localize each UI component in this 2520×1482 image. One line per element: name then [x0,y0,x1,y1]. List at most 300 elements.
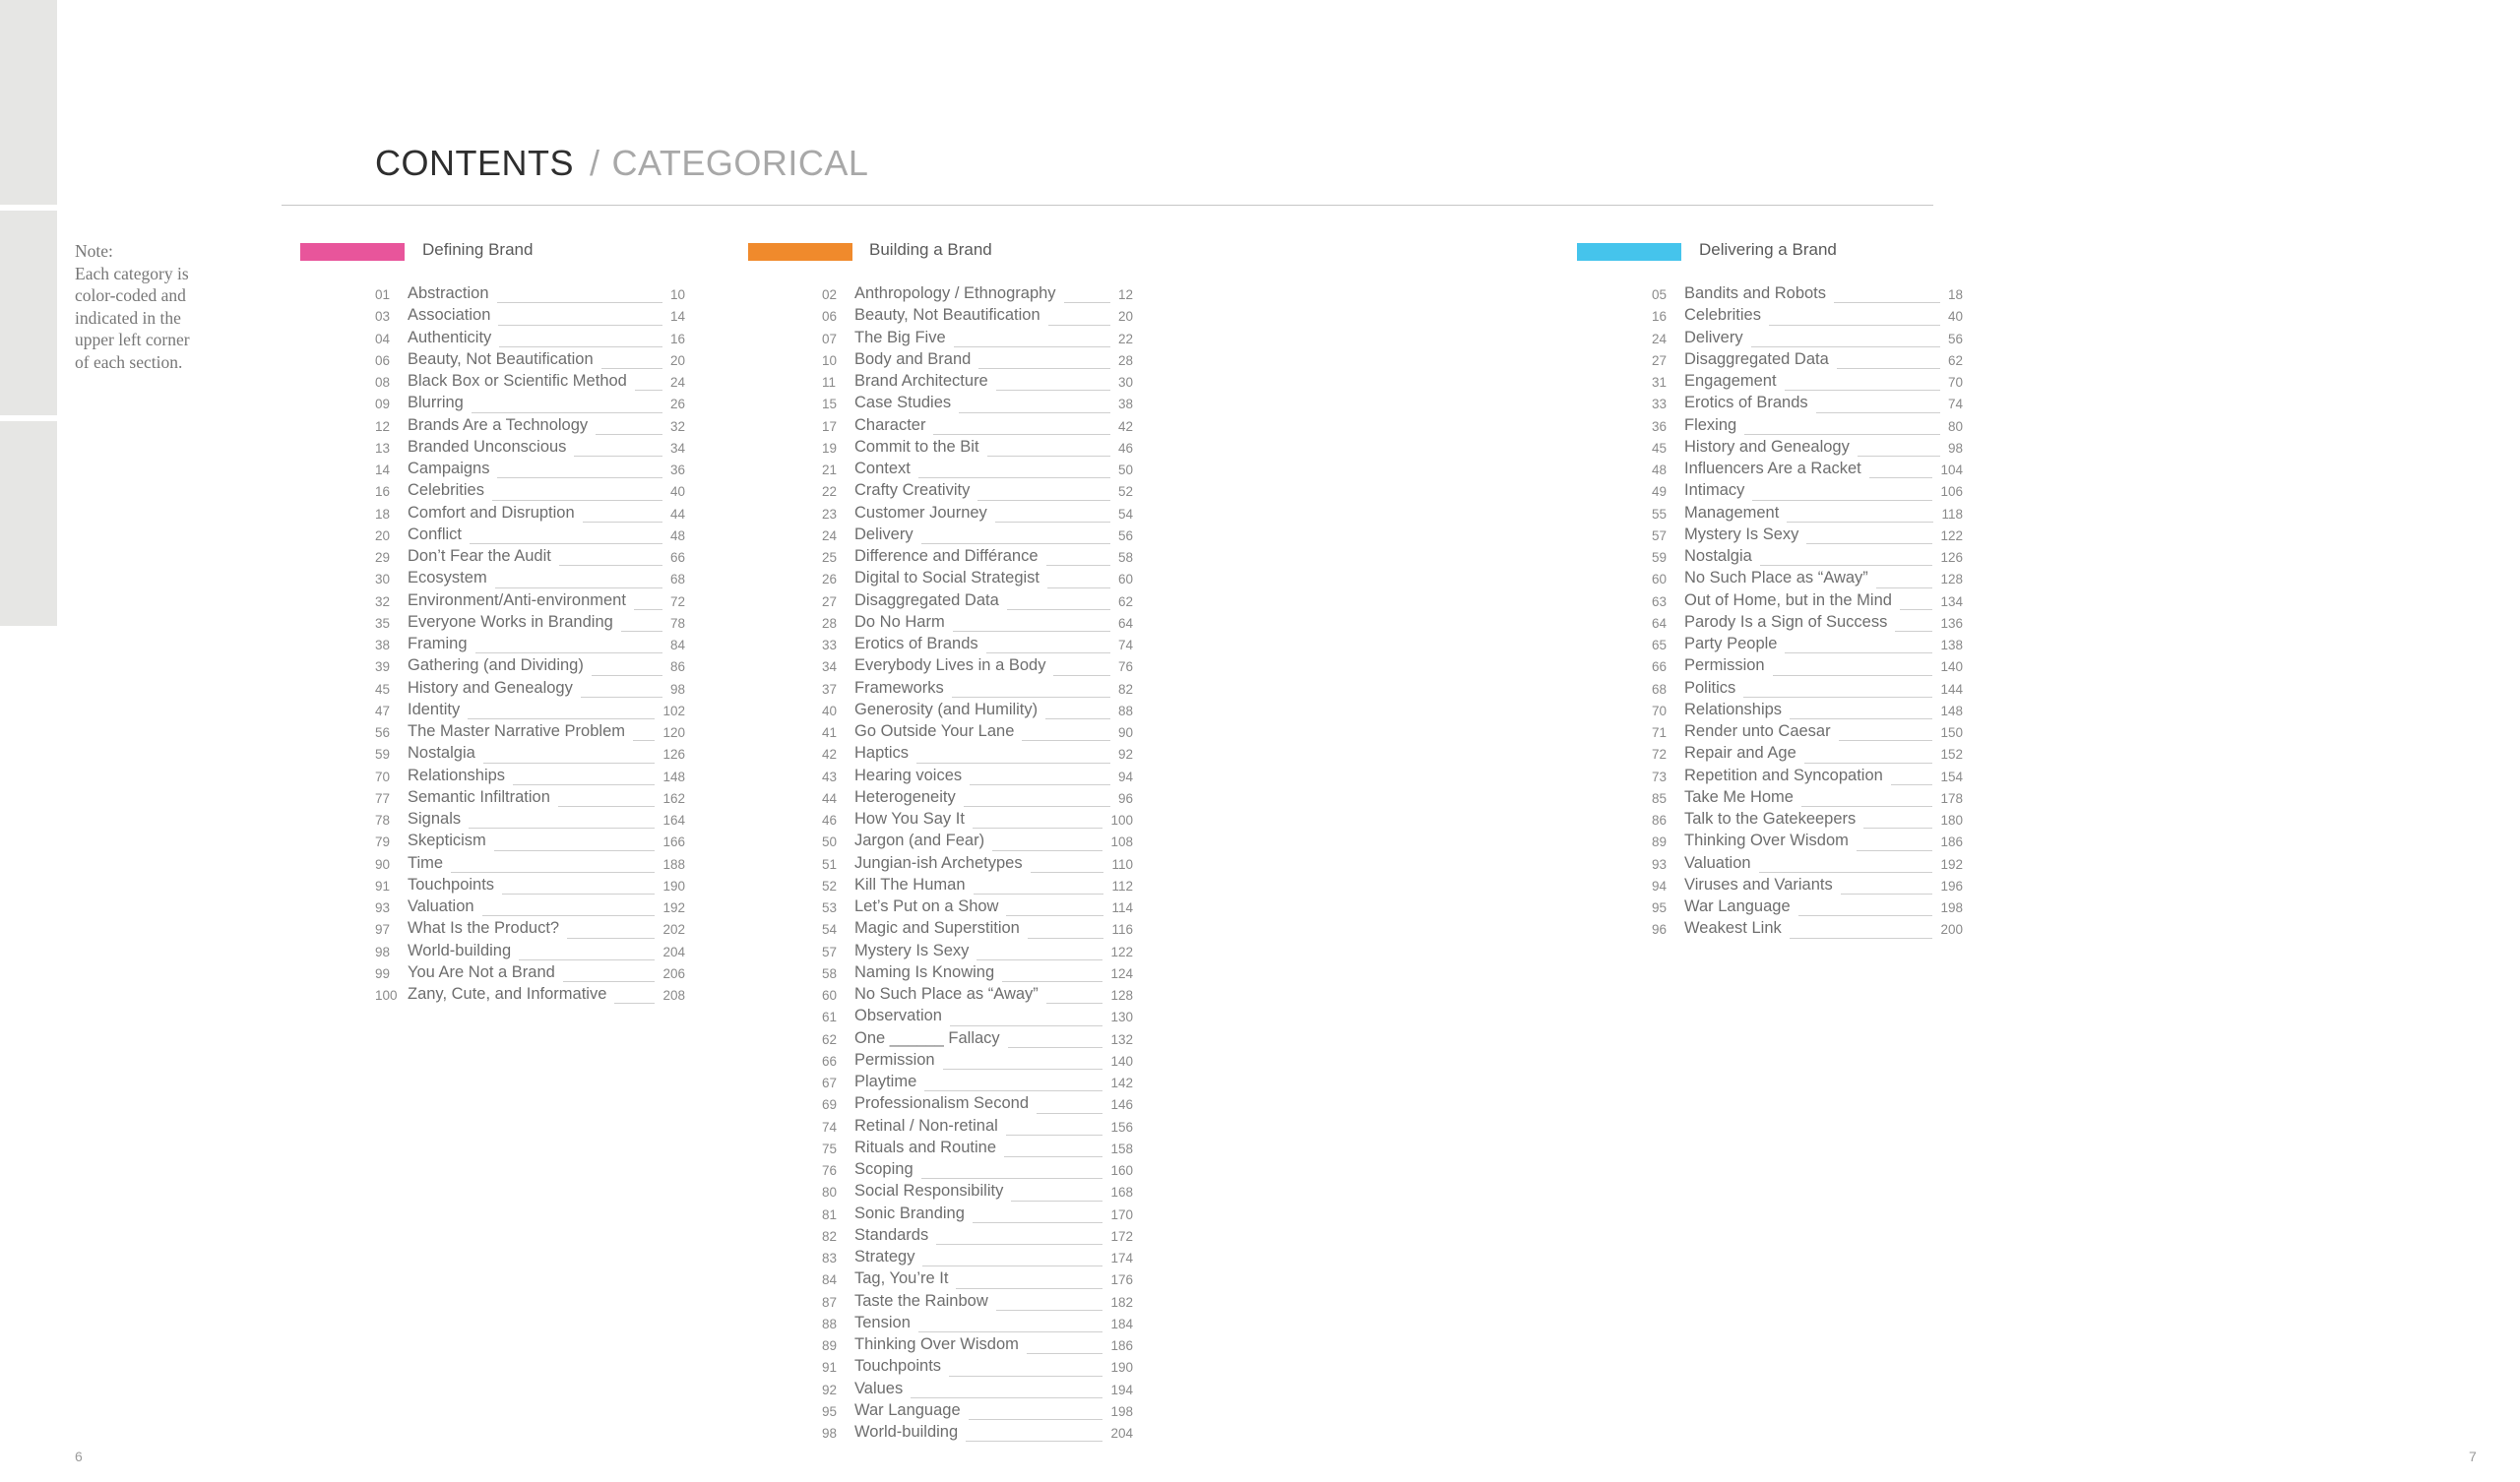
entry-leader-line [986,652,1110,653]
entry-leader-line [1751,346,1940,347]
entry-number: 54 [822,922,838,938]
entry-leader-line [1790,718,1932,719]
entry-title: You Are Not a Brand [408,962,555,981]
entry-page-number: 182 [1110,1294,1133,1310]
entry-leader-line [1790,938,1932,939]
toc-entry [375,701,685,722]
entry-number: 14 [375,463,391,477]
entry-title: Authenticity [408,328,492,346]
entry-leader-line [1759,872,1932,873]
entry-title: One ______ Fallacy [854,1028,1000,1047]
entry-page-number: 128 [1110,988,1133,1003]
entry-page-number: 24 [669,375,685,390]
entry-leader-line [966,1441,1102,1442]
toc-entry [822,767,1133,788]
entry-leader-line [943,1069,1102,1070]
toc-entry [822,613,1133,635]
entry-title: Go Outside Your Lane [854,722,1015,740]
entry-number: 80 [822,1185,838,1201]
note-line: upper left corner [75,330,190,349]
entry-page-number: 98 [669,681,685,697]
entry-leader-line [601,368,662,369]
entry-number: 29 [375,550,391,565]
entry-leader-line [950,1025,1102,1026]
entry-number: 20 [375,527,391,543]
entry-title: Generosity (and Humility) [854,700,1039,718]
entry-number: 67 [822,1076,838,1090]
toc-entry [822,525,1133,547]
toc-entry [822,1357,1133,1379]
entry-page-number: 206 [662,965,685,981]
entry-title: Standards [854,1225,929,1244]
toc-entry [822,1269,1133,1291]
entry-leader-line [970,784,1110,785]
toc-entry [822,1204,1133,1226]
entry-number: 38 [375,638,391,652]
toc-entry [1652,767,1963,788]
toc-entry [1652,306,1963,328]
entry-page-number: 114 [1111,900,1133,915]
toc-entry [375,481,685,503]
entry-number: 43 [822,769,838,784]
entry-page-number: 200 [1940,922,1963,938]
entry-title: Kill The Human [854,875,966,894]
entry-number: 99 [375,965,391,981]
entry-leader-line [1011,1201,1102,1202]
toc-entry [375,460,685,481]
toc-entry [822,350,1133,372]
note-line: indicated in the [75,307,181,328]
entry-page-number: 12 [1117,287,1133,302]
entry-title: Social Responsibility [854,1182,1004,1201]
entry-leader-line [964,806,1110,807]
entry-leader-line [1787,522,1933,523]
entry-number: 84 [822,1272,838,1288]
entry-number: 64 [1652,615,1668,631]
entry-leader-line [1037,1113,1102,1114]
entry-title: Crafty Creativity [854,481,971,500]
entry-leader-line [502,894,655,895]
entry-title: Heterogeneity [854,787,956,806]
entry-page-number: 90 [1117,725,1133,740]
entry-page-number: 194 [1110,1382,1133,1397]
entry-page-number: 116 [1111,922,1133,938]
entry-page-number: 18 [1947,287,1963,302]
entry-leader-line [499,346,662,347]
entry-leader-line [482,915,655,916]
entry-page-number: 196 [1940,878,1963,894]
toc-entry [1652,613,1963,635]
entry-number: 95 [822,1403,838,1419]
entry-leader-line [559,565,662,566]
entry-number: 39 [375,659,391,675]
entry-page-number: 98 [1947,440,1963,456]
toc-entry [1652,416,1963,438]
entry-leader-line [1857,850,1932,851]
entry-page-number: 146 [1110,1097,1133,1113]
toc-entry [1652,854,1963,876]
entry-page-number: 88 [1117,703,1133,718]
entry-leader-line [497,477,662,478]
page-number-right: 7 [2469,1449,2477,1464]
entry-number: 30 [375,572,391,587]
entry-page-number: 186 [1110,1338,1133,1353]
section-tab [0,0,57,205]
toc-entry [822,1094,1133,1116]
toc-entry [375,985,685,1007]
entry-number: 18 [375,506,391,522]
entry-title: What Is the Product? [408,919,560,938]
entry-leader-line [953,631,1110,632]
entry-page-number: 10 [669,287,685,302]
entry-page-number: 32 [669,418,685,434]
entry-number: 57 [822,944,838,959]
toc-entry [822,985,1133,1007]
toc-entry [1652,547,1963,569]
entry-leader-line [1028,938,1103,939]
entry-number: 93 [375,900,391,915]
toc-entry [822,306,1133,328]
entry-leader-line [1773,675,1932,676]
entry-page-number: 148 [1940,703,1963,718]
entry-leader-line [1027,1353,1102,1354]
entry-title: Weakest Link [1684,919,1782,938]
entry-title: World-building [408,941,512,959]
entry-leader-line [495,587,662,588]
entry-leader-line [976,959,1102,960]
page-title [375,143,868,184]
entry-leader-line [567,938,655,939]
toc-entry [822,1160,1133,1182]
entry-leader-line [936,1244,1102,1245]
entry-page-number: 166 [662,834,685,850]
entry-number: 86 [1652,813,1668,828]
toc-entry [1652,591,1963,613]
entry-leader-line [1743,697,1932,698]
entry-title: Parody Is a Sign of Success [1684,612,1888,631]
toc-entry [822,372,1133,394]
entry-page-number: 138 [1940,638,1963,652]
section-tab [0,211,57,415]
entry-leader-line [1804,763,1932,764]
entry-number: 19 [822,440,838,456]
entry-title: Branded Unconscious [408,437,567,456]
entry-title: Permission [854,1050,935,1069]
entry-title: Render unto Caesar [1684,722,1831,740]
category-color-swatch [748,243,852,261]
entry-page-number: 56 [1117,527,1133,543]
entry-number: 95 [1652,900,1668,915]
note-line: Note: [75,241,113,261]
entry-leader-line [1744,434,1940,435]
entry-title: Gathering (and Dividing) [408,656,584,675]
entry-leader-line [995,522,1110,523]
entry-title: Strategy [854,1248,915,1266]
category-label: Building a Brand [869,240,992,259]
entry-number: 16 [375,484,391,500]
entry-leader-line [492,500,662,501]
entry-page-number: 76 [1117,659,1133,675]
toc-entry [1652,788,1963,810]
entry-number: 97 [375,922,391,938]
entry-title: Scoping [854,1160,914,1178]
toc-entry [1652,481,1963,503]
entry-number: 41 [822,725,838,740]
entry-leader-line [1839,740,1932,741]
toc-entry [1652,350,1963,372]
entry-title: Time [408,853,444,872]
entry-title: Semantic Infiltration [408,787,550,806]
entry-page-number: 162 [662,790,685,806]
entry-title: Brands Are a Technology [408,415,589,434]
entry-title: Party People [1684,635,1778,652]
entry-leader-line [921,543,1110,544]
entry-title: Celebrities [1684,306,1761,325]
entry-number: 28 [822,615,838,631]
title-subtitle: CATEGORICAL [611,143,869,183]
entry-title: No Such Place as “Away” [854,985,1039,1003]
toc-entry [822,963,1133,985]
entry-number: 77 [375,790,391,806]
entry-page-number: 62 [1947,352,1963,368]
entry-title: Character [854,415,926,434]
toc-entry [822,1226,1133,1248]
entry-title: Erotics of Brands [854,635,978,652]
entry-number: 52 [822,878,838,894]
entry-title: Influencers Are a Racket [1684,460,1861,477]
entry-leader-line [1858,456,1940,457]
entry-page-number: 104 [1940,463,1963,477]
entry-title: Brand Architecture [854,372,988,390]
category-color-swatch [1577,243,1681,261]
entry-number: 91 [822,1360,838,1376]
entry-page-number: 122 [1110,944,1133,959]
entry-number: 40 [822,703,838,718]
entry-page-number: 134 [1940,593,1963,609]
entry-page-number: 122 [1940,527,1963,543]
note-line: of each section. [75,351,183,372]
entry-number: 24 [1652,331,1668,346]
entry-number: 09 [375,397,391,412]
entry-leader-line [1031,872,1103,873]
toc-entry [375,438,685,460]
entry-title: Naming Is Knowing [854,962,995,981]
toc-entry [822,897,1133,919]
entry-leader-line [1869,477,1932,478]
toc-entry [375,525,685,547]
entry-page-number: 72 [669,593,685,609]
entry-page-number: 126 [1940,550,1963,565]
entry-page-number: 80 [1947,418,1963,434]
entry-page-number: 102 [662,703,685,718]
entry-number: 27 [1652,352,1668,368]
entry-leader-line [1801,806,1932,807]
entry-title: Relationships [1684,700,1783,718]
entry-number: 32 [375,593,391,609]
entry-page-number: 148 [662,769,685,784]
toc-entry [1652,656,1963,678]
entry-title: Flexing [1684,415,1737,434]
toc-entry [375,284,685,306]
toc-entry [822,701,1133,722]
entry-number: 83 [822,1251,838,1266]
title-separator: / [590,143,600,183]
entry-number: 91 [375,878,391,894]
entry-page-number: 110 [1111,856,1133,872]
entry-title: Erotics of Brands [1684,394,1808,412]
entry-title: Thinking Over Wisdom [1684,832,1849,850]
entry-page-number: 84 [669,638,685,652]
entry-leader-line [1760,565,1932,566]
toc-entry [822,1051,1133,1073]
entry-title: How You Say It [854,810,965,828]
toc-entry [822,1292,1133,1314]
entry-number: 92 [822,1382,838,1397]
toc-list [1652,284,1963,942]
note-line: Each category is [75,263,189,283]
entry-title: Abstraction [408,284,489,302]
toc-entry [822,394,1133,415]
entry-title: Mystery Is Sexy [854,941,970,959]
entry-page-number: 38 [1117,397,1133,412]
entry-leader-line [987,456,1110,457]
entry-leader-line [1769,325,1940,326]
entry-page-number: 46 [1117,440,1133,456]
entry-page-number: 156 [1110,1119,1133,1135]
entry-title: Professionalism Second [854,1094,1030,1113]
entry-title: Intimacy [1684,481,1745,500]
entry-title: Beauty, Not Beautification [408,349,594,368]
toc-entry [1652,701,1963,722]
entry-number: 88 [822,1316,838,1331]
entry-leader-line [633,740,655,741]
entry-leader-line [1891,784,1932,785]
entry-number: 59 [375,747,391,763]
entry-leader-line [1047,587,1110,588]
entry-number: 06 [375,352,391,368]
entry-number: 33 [822,638,838,652]
toc-entry [375,591,685,613]
toc-entry [375,919,685,941]
entry-title: Jungian-ish Archetypes [854,853,1023,872]
entry-page-number: 34 [669,440,685,456]
toc-entry [822,329,1133,350]
toc-entry [822,1423,1133,1445]
entry-title: Playtime [854,1073,917,1090]
entry-number: 31 [1652,375,1668,390]
entry-page-number: 86 [669,659,685,675]
entry-leader-line [1007,609,1110,610]
entry-title: Valuation [1684,853,1751,872]
entry-title: Difference and Différance [854,547,1039,565]
entry-page-number: 40 [669,484,685,500]
entry-title: Engagement [1684,372,1777,390]
entry-number: 98 [375,944,391,959]
entry-page-number: 204 [662,944,685,959]
entry-title: Identity [408,700,461,718]
entry-leader-line [996,390,1110,391]
toc-entry [375,350,685,372]
entry-title: History and Genealogy [408,678,573,697]
entry-number: 03 [375,309,391,325]
toc-entry [822,1314,1133,1335]
entry-title: Campaigns [408,460,490,477]
entry-page-number: 56 [1947,331,1963,346]
toc-entry [1652,722,1963,744]
entry-leader-line [1841,894,1932,895]
entry-page-number: 164 [662,813,685,828]
entry-title: Celebrities [408,481,484,500]
note-line: color-coded and [75,285,186,305]
entry-leader-line [1046,1003,1102,1004]
entry-number: 36 [1652,418,1668,434]
entry-number: 46 [822,813,838,828]
entry-leader-line [468,718,655,719]
entry-number: 61 [822,1010,838,1025]
entry-page-number: 74 [1117,638,1133,652]
entry-leader-line [1876,587,1932,588]
entry-title: Mystery Is Sexy [1684,525,1799,543]
toc-entry [822,591,1133,613]
entry-page-number: 158 [1110,1141,1133,1156]
entry-title: Everyone Works in Branding [408,612,613,631]
entry-title: Delivery [854,525,914,543]
toc-entry [822,438,1133,460]
entry-page-number: 136 [1940,615,1963,631]
entry-title: Viruses and Variants [1684,875,1833,894]
entry-title: Disaggregated Data [1684,349,1829,368]
entry-title: War Language [854,1400,961,1419]
entry-number: 98 [822,1426,838,1441]
toc-entry [822,1335,1133,1357]
toc-entry [822,547,1133,569]
entry-number: 50 [822,834,838,850]
entry-number: 72 [1652,747,1668,763]
entry-page-number: 66 [669,550,685,565]
entry-leader-line [451,872,655,873]
entry-leader-line [996,1310,1102,1311]
entry-leader-line [1006,1135,1102,1136]
entry-page-number: 174 [1110,1251,1133,1266]
entry-leader-line [921,1178,1102,1179]
entry-leader-line [973,828,1102,829]
entry-page-number: 192 [662,900,685,915]
entry-leader-line [1046,565,1110,566]
entry-title: Magic and Superstition [854,919,1020,938]
toc-entry [375,744,685,766]
entry-page-number: 26 [669,397,685,412]
entry-title: History and Genealogy [1684,437,1850,456]
entry-page-number: 106 [1940,484,1963,500]
entry-leader-line [949,1376,1102,1377]
entry-leader-line [918,1331,1102,1332]
entry-page-number: 96 [1117,790,1133,806]
entry-number: 53 [822,900,838,915]
toc-entry [822,460,1133,481]
entry-title: Observation [854,1007,942,1025]
entry-title: Everybody Lives in a Body [854,656,1046,675]
page-number-left: 6 [75,1449,83,1464]
entry-title: Framing [408,635,468,652]
entry-number: 51 [822,856,838,872]
entry-page-number: 192 [1940,856,1963,872]
category-note [75,240,222,373]
entry-page-number: 128 [1940,572,1963,587]
entry-page-number: 112 [1111,878,1133,894]
toc-entry [822,942,1133,963]
entry-title: The Master Narrative Problem [408,722,625,740]
entry-title: Sonic Branding [854,1204,965,1222]
